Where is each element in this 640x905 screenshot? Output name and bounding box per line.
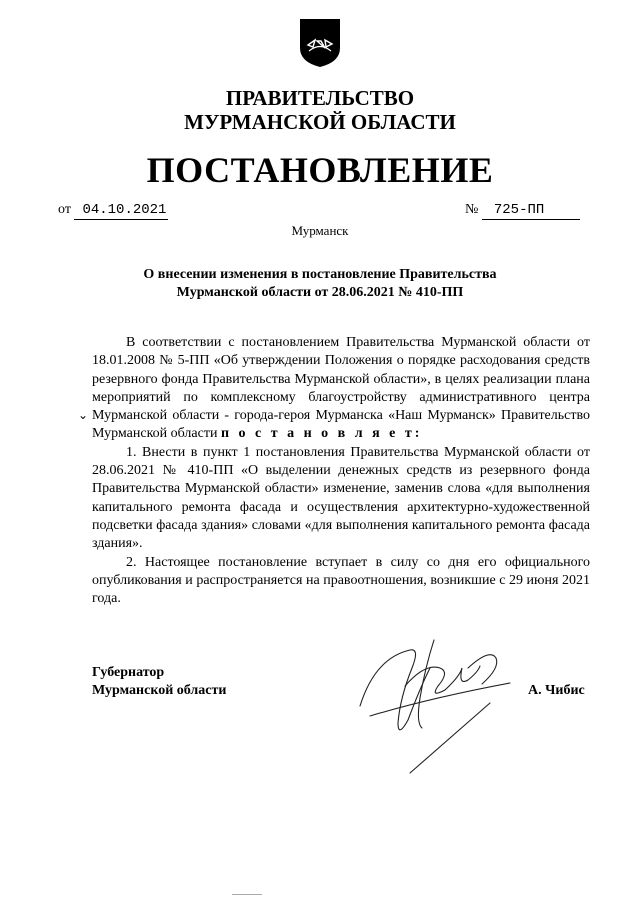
position-line2: Мурманской области [92,683,227,698]
date-value: 04.10.2021 [74,201,168,220]
document-type-title: ПОСТАНОВЛЕНИЕ [146,150,494,190]
org-name-line1: ПРАВИТЕЛЬСТВО [225,86,415,110]
item-1-paragraph: 1. Внести в пункт 1 постановления Правительства Мурманской области от 28.06.2021 № 410-ПП «О выделении денежных средств из резервного фонда Правительства Мурманской области» изменение, заменив слова «для выполнения капитального ремонта фасада и осуществления архитектурно-художественной подсветки фасада здания» словами «для выполнения капитального ремонта фасада здания». [92,444,590,552]
margin-mark: ⌄ [78,408,89,422]
subject-line2: Мурманской области от 28.06.2021 № 410-ПП [176,285,464,300]
intro-text: В соответствии с постановлением Правительства Мурманской области от 18.01.2008 № 5-ПП «Об утверждении Положения о порядке расходования средств резервного фонда Правительства Мурманской области», в целях реализации плана мероприятий по комплексному благоустройству административного центра Мурманской области - города-героя Мурманска «Наш Мурманск» Правительство Мурманской области [92,335,590,442]
intro-paragraph [92,334,590,444]
document-body [92,334,590,608]
footer-divider [232,894,262,895]
document-number [465,201,580,220]
city-name: Мурманск [291,223,349,238]
org-name-line2: МУРМАНСКОЙ ОБЛАСТИ [184,110,456,134]
resolves-word: п о с т а н о в л я е т: [220,426,423,442]
number-prefix: № [465,202,479,217]
number-value: 725-ПП [482,201,580,220]
signatory-position [92,664,226,700]
coat-of-arms-icon [299,18,341,68]
document-date [58,201,168,220]
subject-line1: О внесении изменения в постановление Правительства [143,267,497,282]
handwritten-signature [350,628,520,778]
signatory-name: А. Чибис [528,683,585,698]
position-line1: Губернатор [92,665,165,680]
item-2-paragraph: 2. Настоящее постановление вступает в силу со дня его официального опубликования и распространяется на правоотношения, возникшие с 29 июня 2021 года. [92,554,590,607]
date-prefix: от [58,202,71,217]
